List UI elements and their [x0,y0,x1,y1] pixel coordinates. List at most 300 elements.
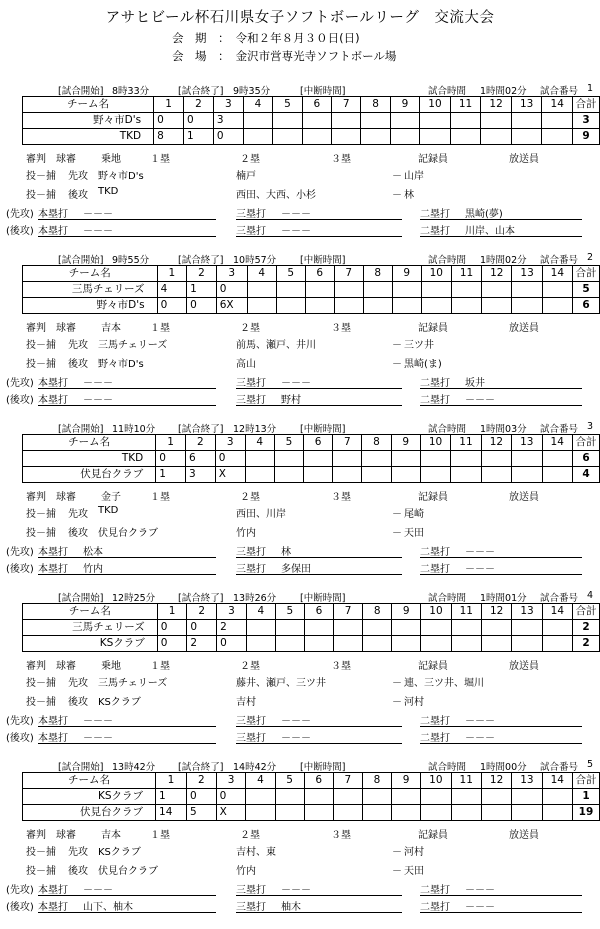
inning-score [391,467,420,483]
inning-score: 4 [157,282,187,298]
inning-score: 0 [184,113,214,129]
double-label: 二塁打 [420,902,450,913]
inning-score: 0 [154,113,184,129]
inning-score [542,282,572,298]
game-number: 2 [587,252,594,263]
second-base-label: ２塁 [240,492,260,503]
team-total: 4 [572,467,599,483]
battery-team: 三馬チェリーズ [98,340,168,351]
inning-score [363,298,392,314]
inning-header: 14 [542,97,573,113]
doubles: －－－ [465,564,495,575]
pitchers: 藤井、瀬戸、三ツ井 [236,678,326,689]
triple-underline [236,390,402,406]
inning-score [361,113,390,129]
inning-score [333,805,362,821]
team-name-header: チーム名 [23,435,156,451]
hr-label: 本塁打 [38,226,68,237]
inning-header: 7 [333,435,362,451]
end-label: [試合終了] [178,593,224,604]
team-name: 三馬チェリーズ [23,620,158,636]
doubles: －－－ [465,716,495,727]
team-name: 伏見台クラブ [23,467,156,483]
umpire-label: 審判 球審 [26,492,76,503]
start-label: [試合開始] [58,593,104,604]
team-name: 三馬チェリーズ [23,282,158,298]
event-venue [172,48,396,64]
inning-score: 1 [184,129,214,145]
interrupt-label: [中断時間] [300,762,346,773]
inning-score [542,620,572,636]
home-runs: －－－ [83,885,113,896]
inning-score [274,451,303,467]
inning-score: 0 [156,451,186,467]
battery-label: 投－捕 [26,359,56,370]
inning-score [512,789,542,805]
inning-score: 0 [216,282,247,298]
battery-team: 三馬チェリーズ [98,678,168,689]
scorer-label: 記録員 [418,492,448,503]
inning-header: 13 [512,604,542,620]
triple-label: 三塁打 [236,378,266,389]
battery-team: TKD [98,186,119,197]
team-row [23,298,600,314]
catcher-dash: － [392,847,402,858]
hr-underline [38,221,216,237]
inning-score: 0 [216,789,246,805]
inning-score: 0 [187,298,217,314]
bat-order-label: 後攻 [68,190,88,201]
bat-order-label: 先攻 [68,509,88,520]
plate-umpire: 乗地 [101,154,121,165]
inning-header: 3 [213,97,243,113]
side-label: (後攻) [6,564,34,575]
battery-team: TKD [98,505,119,516]
inning-header: 12 [481,435,511,451]
side-label: (先攻) [6,885,34,896]
second-base-label: ２塁 [240,830,260,841]
team-row [23,113,600,129]
team-total: 19 [572,805,599,821]
inning-header: 7 [334,604,363,620]
inning-header: 9 [392,266,421,282]
inning-header: 1 [157,266,187,282]
double-underline [420,373,582,389]
side-label: (後攻) [6,395,34,406]
inning-score: 0 [187,620,217,636]
side-label: (後攻) [6,733,34,744]
triple-underline [236,559,402,575]
start-time: 11時10分 [112,424,156,435]
triples: －－－ [281,378,311,389]
inning-score [451,467,481,483]
inning-score: 6X [216,298,247,314]
pitchers: 前馬、瀬戸、井川 [236,340,316,351]
inning-header: 14 [542,435,572,451]
inning-score [481,620,511,636]
inning-header: 10 [421,604,451,620]
inning-header: 9 [391,435,420,451]
inning-score [451,298,481,314]
game-number-label: 試合番号 [540,762,579,773]
doubles: 坂井 [465,378,485,389]
inning-score [542,451,572,467]
inning-score [333,789,362,805]
inning-header: 4 [245,435,274,451]
venue-label: 会 場 ： [172,49,230,63]
inning-score [421,789,451,805]
second-base-label: ２塁 [240,661,260,672]
game-block [0,759,600,929]
inning-score [245,451,274,467]
inning-score [332,129,361,145]
inning-header: 11 [451,435,481,451]
hr-label: 本塁打 [38,378,68,389]
inning-score: 3 [186,467,216,483]
inning-score [392,789,421,805]
inning-score: 0 [157,620,187,636]
inning-score [304,636,333,652]
triple-label: 三塁打 [236,564,266,575]
third-base-label: ３塁 [331,661,351,672]
double-underline [420,204,582,220]
inning-header: 8 [363,604,392,620]
inning-score [542,636,572,652]
scorer-label: 記録員 [418,661,448,672]
date-label: 会 期 ： [172,31,230,45]
inning-header: 1 [157,604,187,620]
end-label: [試合終了] [178,86,224,97]
team-row [23,282,600,298]
inning-score [481,805,511,821]
interrupt-label: [中断時間] [300,424,346,435]
home-runs: －－－ [83,209,113,220]
inning-score [363,620,392,636]
hr-label: 本塁打 [38,716,68,727]
inning-score: X [216,805,246,821]
team-row [23,129,600,145]
pitchers: 竹内 [236,866,256,877]
end-time: 10時57分 [233,255,277,266]
bat-order-label: 先攻 [68,340,88,351]
score-header-row [23,97,600,113]
duration-label: 試合時間 [428,255,467,266]
inning-score [512,636,542,652]
game-block [0,421,600,591]
triples: 多保田 [281,564,311,575]
inning-score: 2 [217,620,247,636]
double-underline [420,711,582,727]
hr-label: 本塁打 [38,564,68,575]
umpire-label: 審判 球審 [26,830,76,841]
hr-underline [38,880,216,896]
hr-label: 本塁打 [38,902,68,913]
end-time: 9時35分 [233,86,271,97]
inning-score: 0 [186,789,216,805]
inning-score: 1 [156,467,186,483]
inning-header: 13 [511,97,542,113]
umpire-label: 審判 球審 [26,154,76,165]
inning-score [512,451,542,467]
double-underline [420,390,582,406]
inning-score [481,789,511,805]
team-row [23,620,600,636]
bat-order-label: 先攻 [68,847,88,858]
inning-score [450,129,481,145]
inning-score: 0 [215,451,245,467]
side-label: (先攻) [6,716,34,727]
inning-score [333,467,362,483]
hr-underline [38,390,216,406]
hr-underline [38,711,216,727]
first-base-label: １塁 [150,661,170,672]
inning-score [542,129,573,145]
hr-underline [38,204,216,220]
inning-header: 8 [362,435,391,451]
inning-score [451,789,481,805]
battery-team: 野々市D's [98,171,144,182]
inning-header: 2 [186,435,216,451]
duration-label: 試合時間 [428,762,467,773]
home-runs: －－－ [83,226,113,237]
inning-score [481,451,511,467]
total-header: 合計 [572,97,599,113]
inning-header: 4 [247,266,276,282]
inning-score [247,282,276,298]
triple-label: 三塁打 [236,209,266,220]
battery-team: 伏見台クラブ [98,528,158,539]
inning-score [512,467,542,483]
interrupt-label: [中断時間] [300,86,346,97]
double-underline [420,559,582,575]
inning-header: 13 [512,773,542,789]
inning-header: 10 [420,435,450,451]
doubles: －－－ [465,395,495,406]
game-number: 1 [587,83,594,94]
doubles: －－－ [465,902,495,913]
inning-header: 6 [304,604,333,620]
plate-umpire: 金子 [101,492,121,503]
inning-header: 6 [302,97,331,113]
inning-score [334,636,363,652]
start-label: [試合開始] [58,424,104,435]
inning-score [420,129,451,145]
team-total: 6 [572,451,599,467]
inning-score [451,620,481,636]
inning-header: 12 [481,773,511,789]
battery-label: 投－捕 [26,697,56,708]
inning-header: 5 [273,97,302,113]
start-label: [試合開始] [58,762,104,773]
double-underline [420,728,582,744]
inning-score [304,451,333,467]
inning-score [246,789,275,805]
hr-underline [38,897,216,913]
home-runs: 山下、柚木 [83,902,133,913]
total-header: 合計 [572,435,599,451]
inning-score [392,298,421,314]
game-number: 5 [587,759,594,770]
plate-umpire: 吉本 [101,830,121,841]
catchers: 林 [404,190,414,201]
double-label: 二塁打 [420,885,450,896]
inning-score [276,282,305,298]
catcher-dash: － [392,190,402,201]
triple-label: 三塁打 [236,395,266,406]
end-time: 12時13分 [233,424,277,435]
catcher-dash: － [392,697,402,708]
catcher-dash: － [392,340,402,351]
game-number-label: 試合番号 [540,255,579,266]
end-label: [試合終了] [178,424,224,435]
announcer-label: 放送員 [509,830,539,841]
inning-score: 0 [217,636,247,652]
inning-score [542,789,572,805]
hr-label: 本塁打 [38,547,68,558]
inning-score [246,805,275,821]
catchers: 天田 [404,866,424,877]
triple-label: 三塁打 [236,226,266,237]
inning-score: X [215,467,245,483]
inning-header: 6 [305,266,334,282]
team-row [23,636,600,652]
score-table [22,603,600,652]
double-underline [420,221,582,237]
side-label: (先攻) [6,378,34,389]
catcher-dash: － [392,171,402,182]
inning-score [392,636,421,652]
game-number-label: 試合番号 [540,86,579,97]
inning-score [451,805,481,821]
home-runs: 松本 [83,547,103,558]
inning-header: 11 [451,604,481,620]
team-row [23,805,600,821]
third-base-label: ３塁 [331,830,351,841]
inning-header: 5 [275,604,304,620]
inning-header: 8 [361,97,390,113]
triple-label: 三塁打 [236,733,266,744]
score-table [22,772,600,821]
inning-score [482,298,512,314]
second-base-label: ２塁 [240,154,260,165]
hr-underline [38,728,216,744]
inning-score [245,467,274,483]
announcer-label: 放送員 [509,661,539,672]
inning-score [482,282,512,298]
catcher-dash: － [392,678,402,689]
inning-score: 2 [187,636,217,652]
battery-label: 投－捕 [26,866,56,877]
game-number-label: 試合番号 [540,424,579,435]
inning-score: 6 [186,451,216,467]
double-underline [420,542,582,558]
inning-header: 12 [481,97,512,113]
triple-underline [236,880,402,896]
plate-umpire: 吉本 [101,323,121,334]
bat-order-label: 後攻 [68,359,88,370]
inning-header: 6 [304,435,333,451]
start-time: 12時25分 [112,593,156,604]
battery-team: 伏見台クラブ [98,866,158,877]
inning-score [273,113,302,129]
score-header-row [23,435,600,451]
doubles: －－－ [465,733,495,744]
inning-score [542,467,572,483]
inning-score [362,805,391,821]
inning-score [481,636,511,652]
inning-score [334,282,363,298]
pitchers: 竹内 [236,528,256,539]
pitchers: 高山 [236,359,256,370]
inning-score [305,282,334,298]
battery-team: KSクラブ [98,847,141,858]
battery-label: 投－捕 [26,171,56,182]
triple-label: 三塁打 [236,902,266,913]
venue-value: 金沢市営専光寺ソフトボール場 [235,49,397,63]
score-header-row [23,604,600,620]
inning-header: 1 [156,773,187,789]
inning-header: 8 [362,773,391,789]
triples: 柚木 [281,902,301,913]
inning-score [363,636,392,652]
inning-score [420,451,450,467]
inning-header: 10 [421,266,451,282]
score-header-row [23,266,600,282]
inning-score [512,805,542,821]
battery-team: KSクラブ [98,697,141,708]
inning-score [363,282,392,298]
inning-header: 3 [216,266,247,282]
catchers: 河村 [404,697,424,708]
hr-label: 本塁打 [38,885,68,896]
umpire-label: 審判 球審 [26,323,76,334]
announcer-label: 放送員 [509,154,539,165]
inning-header: 2 [186,773,216,789]
inning-score [512,620,542,636]
inning-header: 2 [187,604,217,620]
battery-label: 投－捕 [26,340,56,351]
inning-score [275,636,304,652]
double-underline [420,880,582,896]
catchers: 河村 [404,847,424,858]
event-date [172,30,360,46]
team-name-header: チーム名 [23,604,158,620]
inning-header: 13 [512,435,542,451]
team-total: 2 [573,620,600,636]
team-name: TKD [23,451,156,467]
team-total: 9 [572,129,599,145]
triples: －－－ [281,716,311,727]
team-total: 1 [572,789,599,805]
inning-score [334,298,363,314]
doubles: －－－ [465,547,495,558]
inning-header: 7 [333,773,362,789]
inning-score [392,805,421,821]
inning-header: 1 [156,435,186,451]
inning-header: 12 [482,266,512,282]
double-label: 二塁打 [420,395,450,406]
triple-label: 三塁打 [236,885,266,896]
inning-header: 14 [542,604,572,620]
triple-label: 三塁打 [236,547,266,558]
inning-score [333,451,362,467]
inning-score [481,467,511,483]
catchers: 黒崎(ま) [404,359,442,370]
inning-score [275,620,304,636]
inning-header: 14 [542,773,572,789]
interrupt-label: [中断時間] [300,593,346,604]
total-header: 合計 [572,266,599,282]
